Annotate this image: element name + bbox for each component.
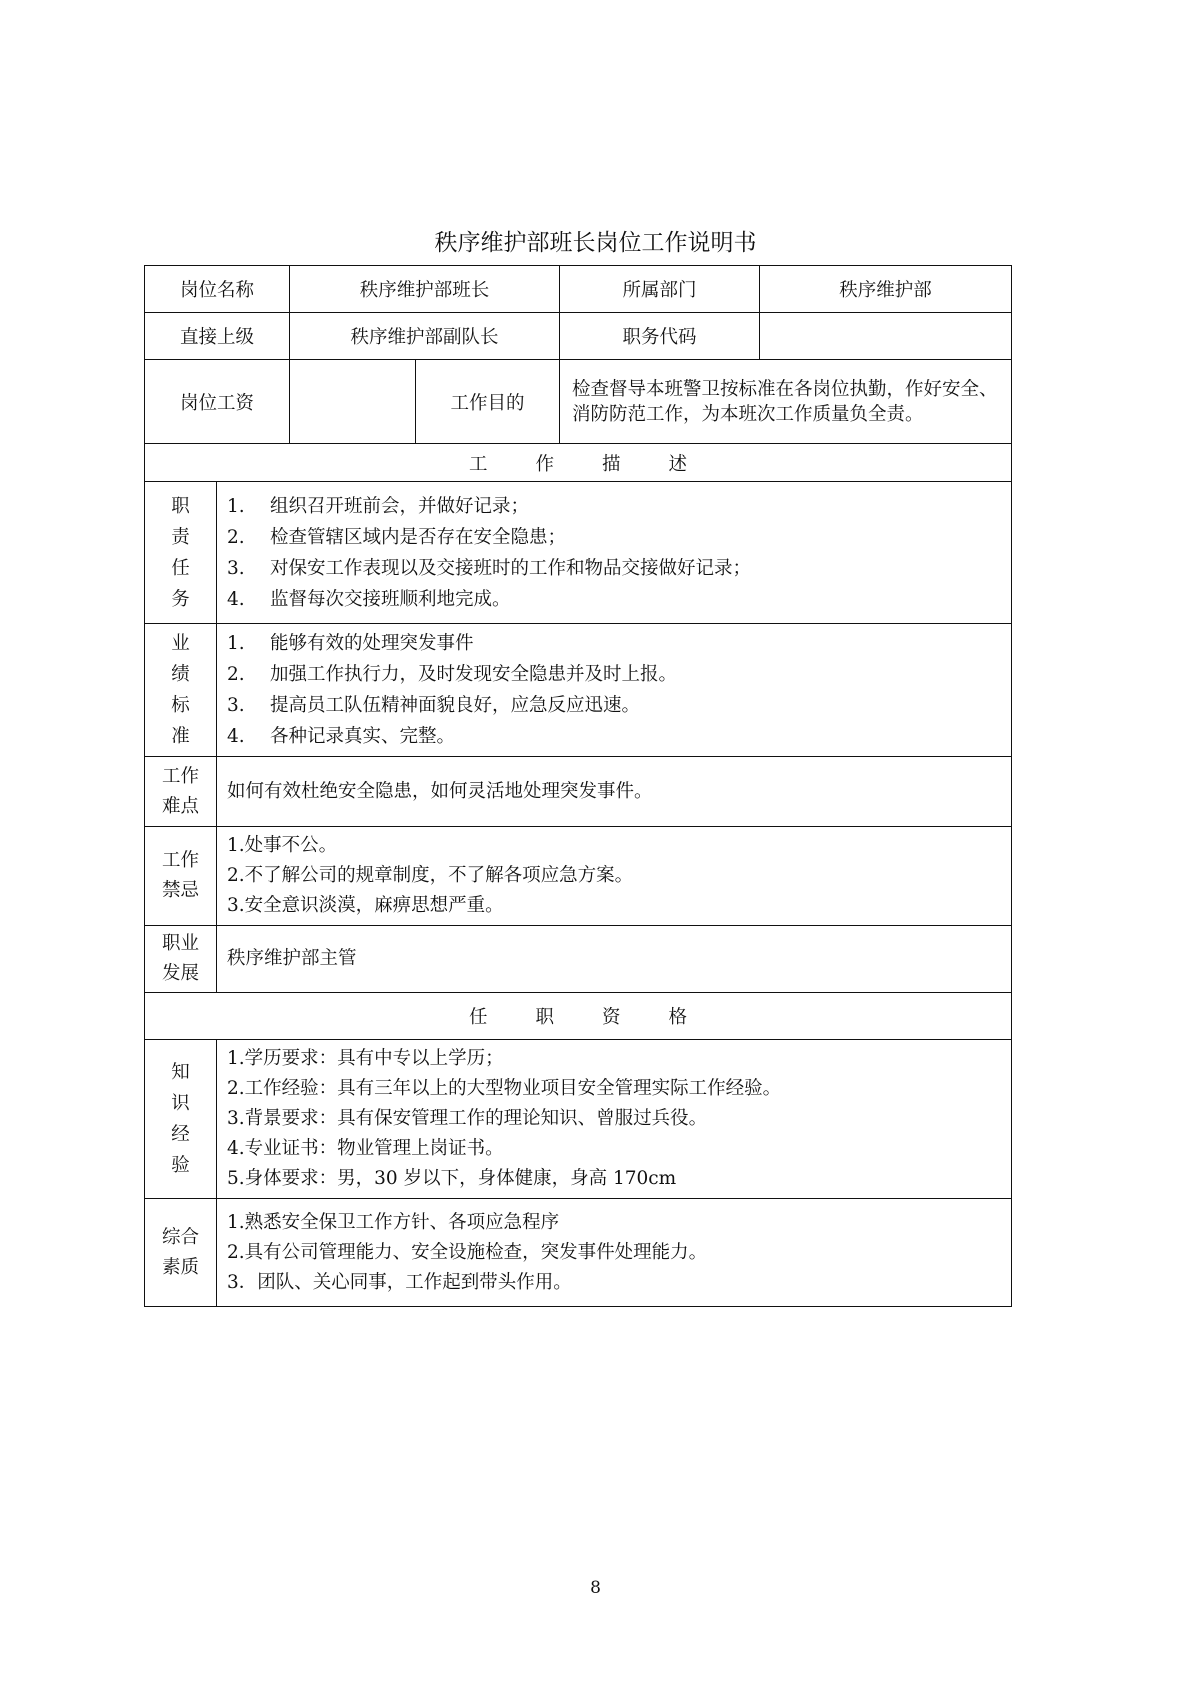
performance-label: 业 绩 标 准	[145, 624, 217, 757]
job-description-table	[144, 265, 1012, 1307]
list-item: 3.安全意识淡漠，麻痹思想严重。	[227, 895, 504, 916]
department-value: 秩序维护部	[760, 266, 1012, 313]
duties-label: 职 责 任 务	[145, 482, 217, 624]
difficulty-label: 工作 难点	[145, 757, 217, 827]
list-item: 2. 检查管辖区域内是否存在安全隐患；	[227, 526, 567, 548]
list-item: 4. 监督每次交接班顺利地完成。	[227, 588, 511, 610]
superior-row	[145, 313, 1012, 360]
work-description-heading-row	[145, 444, 1012, 482]
list-item: 3. 提高员工队伍精神面貌良好，应急反应迅速。	[227, 695, 641, 716]
list-item: 1.学历要求：具有中专以上学历；	[227, 1048, 504, 1069]
knowledge-label: 知 识 经 验	[145, 1040, 217, 1199]
list-item: 2.具有公司管理能力、安全设施检查，突发事件处理能力。	[227, 1241, 708, 1263]
knowledge-list	[217, 1040, 1012, 1199]
duties-row	[145, 482, 1012, 624]
superior-value: 秩序维护部副队长	[290, 313, 560, 360]
list-item: 5.身体要求：男，30 岁以下，身体健康，身高 170cm	[227, 1168, 677, 1189]
qualifications-heading: 任 职 资 格	[145, 993, 1012, 1040]
taboo-list	[217, 827, 1012, 926]
difficulty-text: 如何有效杜绝安全隐患，如何灵活地处理突发事件。	[217, 757, 1012, 827]
list-item: 3.背景要求：具有保安管理工作的理论知识、曾服过兵役。	[227, 1108, 708, 1129]
work-description-heading: 工 作 描 述	[145, 444, 1012, 482]
document-title: 秩序维护部班长岗位工作说明书	[434, 230, 757, 256]
list-item: 3. 对保安工作表现以及交接班时的工作和物品交接做好记录；	[227, 557, 752, 579]
page-number: 8	[590, 1578, 601, 1598]
performance-list	[217, 624, 1012, 757]
list-item: 2. 加强工作执行力，及时发现安全隐患并及时上报。	[227, 664, 678, 685]
list-item: 1.熟悉安全保卫工作方针、各项应急程序	[227, 1211, 560, 1233]
list-item: 1. 能够有效的处理突发事件	[227, 633, 474, 654]
list-item: 1. 组织召开班前会，并做好记录；	[227, 495, 530, 517]
department-label: 所属部门	[560, 266, 760, 313]
difficulty-row	[145, 757, 1012, 827]
salary-value	[290, 360, 416, 444]
qualifications-heading-row	[145, 993, 1012, 1040]
overall-quality-label: 综合 素质	[145, 1199, 217, 1307]
performance-row	[145, 624, 1012, 757]
list-item: 4. 各种记录真实、完整。	[227, 726, 456, 747]
list-item: 3．团队、关心同事，工作起到带头作用。	[227, 1271, 572, 1293]
career-row	[145, 926, 1012, 993]
duties-list	[217, 482, 1012, 624]
duty-code-label: 职务代码	[560, 313, 760, 360]
list-item: 4.专业证书：物业管理上岗证书。	[227, 1138, 504, 1159]
superior-label: 直接上级	[145, 313, 290, 360]
knowledge-row	[145, 1040, 1012, 1199]
post-name-label: 岗位名称	[145, 266, 290, 313]
list-item: 2.不了解公司的规章制度，不了解各项应急方案。	[227, 865, 634, 886]
overall-quality-list	[217, 1199, 1012, 1307]
purpose-value: 检查督导本班警卫按标准在各岗位执勤，作好安全、消防防范工作，为本班次工作质量负全责。	[560, 360, 1012, 444]
list-item: 2.工作经验：具有三年以上的大型物业项目安全管理实际工作经验。	[227, 1078, 782, 1099]
taboo-label: 工作 禁忌	[145, 827, 217, 926]
post-name-value: 秩序维护部班长	[290, 266, 560, 313]
salary-row	[145, 360, 1012, 444]
overall-quality-row	[145, 1199, 1012, 1307]
duty-code-value	[760, 313, 1012, 360]
purpose-label: 工作目的	[416, 360, 560, 444]
list-item: 1.处事不公。	[227, 835, 338, 856]
career-label: 职业 发展	[145, 926, 217, 993]
taboo-row	[145, 827, 1012, 926]
salary-label: 岗位工资	[145, 360, 290, 444]
career-text: 秩序维护部主管	[217, 926, 1012, 993]
post-name-row	[145, 266, 1012, 313]
